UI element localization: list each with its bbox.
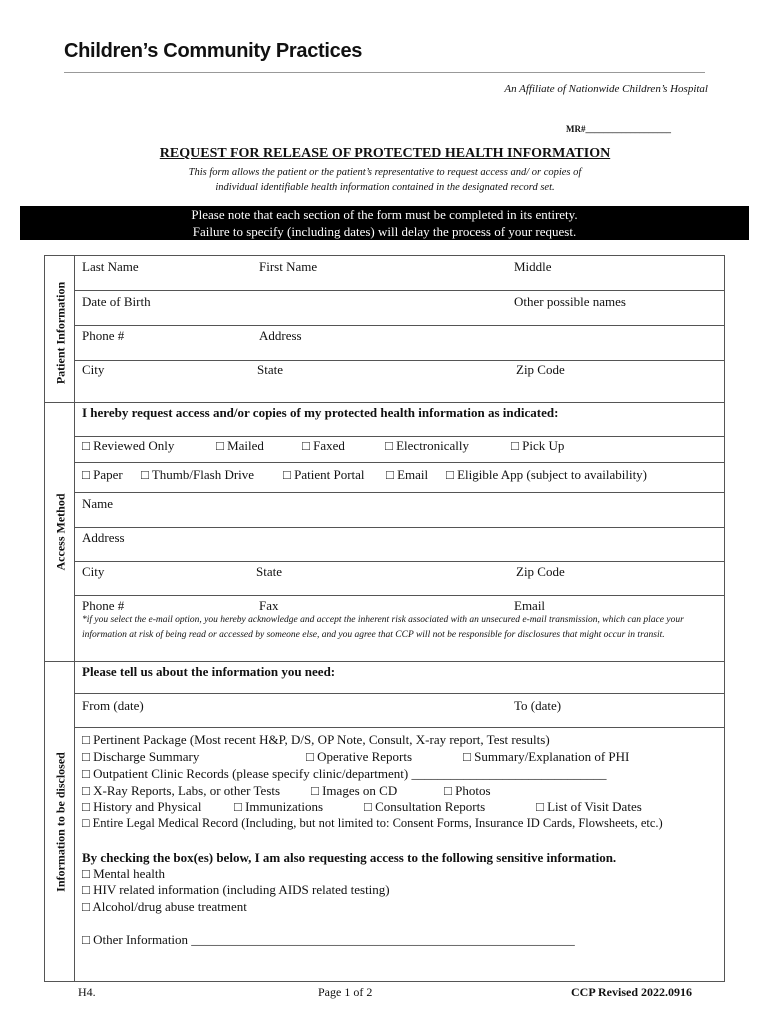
page-number: Page 1 of 2	[318, 985, 373, 999]
last-name-field[interactable]: Last Name	[82, 259, 139, 274]
checkbox-mental-health[interactable]: □ Mental health	[82, 866, 165, 881]
to-date-field[interactable]: To (date)	[514, 698, 562, 713]
access-heading: I hereby request access and/or copies of my protected health information as indicated:	[82, 405, 559, 420]
section-label-patient: Patient Information	[53, 281, 68, 385]
row-divider	[74, 693, 725, 694]
checkbox-outpatient-records[interactable]: □ Outpatient Clinic Records (please specify clinic/department) ______________________________	[82, 766, 607, 781]
recipient-address-field[interactable]: Address	[82, 530, 125, 545]
dob-field[interactable]: Date of Birth	[82, 294, 151, 309]
checkbox-summary-phi[interactable]: □ Summary/Explanation of PHI	[463, 749, 630, 764]
checkbox-legal-record[interactable]: □ Entire Legal Medical Record (Including, but not limited to: Consent Forms, Insurance ID Cards, Flowsheets, etc.)	[82, 816, 663, 830]
revision-label: CCP Revised 2022.0916	[571, 985, 692, 999]
checkbox-patient-portal[interactable]: □ Patient Portal	[283, 467, 365, 482]
checkbox-hiv[interactable]: □ HIV related information (including AIDS related testing)	[82, 882, 390, 897]
checkbox-photos[interactable]: □ Photos	[444, 783, 491, 798]
row-divider	[74, 595, 725, 596]
checkbox-xray-labs[interactable]: □ X-Ray Reports, Labs, or other Tests	[82, 783, 281, 798]
section-column-divider	[74, 255, 75, 982]
middle-name-field[interactable]: Middle	[514, 259, 552, 274]
notice-banner	[20, 206, 749, 240]
checkbox-discharge-summary[interactable]: □ Discharge Summary	[82, 749, 200, 764]
checkbox-mailed[interactable]: □ Mailed	[216, 438, 264, 453]
affiliate-text: An Affiliate of Nationwide Children’s Hospital	[504, 83, 708, 95]
section-label-info: Information to be disclosed	[53, 752, 68, 892]
mr-number-field[interactable]: MR#___________________	[566, 124, 671, 134]
other-names-field[interactable]: Other possible names	[514, 294, 626, 309]
checkbox-eligible-app[interactable]: □ Eligible App (subject to availability)	[446, 467, 648, 482]
form-subtitle	[0, 165, 770, 195]
banner-line: Please note that each section of the form must be completed in its entirety.	[191, 207, 578, 222]
form-title: REQUEST FOR RELEASE OF PROTECTED HEALTH INFORMATION	[159, 146, 611, 161]
checkbox-faxed[interactable]: □ Faxed	[302, 438, 345, 453]
section-divider	[44, 661, 725, 662]
form-code: H4.	[78, 985, 96, 999]
email-disclaimer: *if you select the e-mail option, you hereby acknowledge and accept the inherent risk associated with an unsecured e-mail transmission, which can place your information at risk of being read or accessed by someone else, and you agree that CCP will not be responsible for disclosures that might occur in transit.	[82, 615, 684, 640]
checkbox-visit-dates[interactable]: □ List of Visit Dates	[536, 799, 642, 814]
recipient-zip-field[interactable]: Zip Code	[516, 564, 565, 579]
patient-city-field[interactable]: City	[82, 362, 105, 377]
row-divider	[74, 360, 725, 361]
checkbox-immunizations[interactable]: □ Immunizations	[234, 799, 324, 814]
checkbox-electronically[interactable]: □ Electronically	[385, 438, 470, 453]
checkbox-pertinent-package[interactable]: □ Pertinent Package (Most recent H&P, D/S, OP Note, Consult, X-ray report, Test results)	[82, 732, 550, 747]
banner-line: Failure to specify (including dates) will delay the process of your request.	[192, 224, 577, 239]
row-divider	[74, 527, 725, 528]
checkbox-thumb-drive[interactable]: □ Thumb/Flash Drive	[141, 467, 255, 482]
checkbox-images-cd[interactable]: □ Images on CD	[311, 783, 398, 798]
checkbox-other-information[interactable]: □ Other Information ___________________________________________________________	[82, 932, 575, 947]
checkbox-consultation-reports[interactable]: □ Consultation Reports	[364, 799, 486, 814]
section-divider	[44, 402, 725, 403]
recipient-city-field[interactable]: City	[82, 564, 105, 579]
patient-zip-field[interactable]: Zip Code	[516, 362, 565, 377]
patient-address-field[interactable]: Address	[259, 328, 302, 343]
recipient-name-field[interactable]: Name	[82, 496, 114, 511]
recipient-fax-field[interactable]: Fax	[259, 598, 279, 613]
checkbox-pick-up[interactable]: □ Pick Up	[511, 438, 565, 453]
patient-state-field[interactable]: State	[257, 362, 283, 377]
checkbox-history-physical[interactable]: □ History and Physical	[82, 799, 202, 814]
section-label-access: Access Method	[53, 493, 68, 571]
row-divider	[74, 290, 725, 291]
recipient-email-field[interactable]: Email	[514, 598, 546, 613]
row-divider	[74, 492, 725, 493]
row-divider	[74, 436, 725, 437]
header-rule	[64, 72, 705, 73]
organization-name: Children’s Community Practices	[64, 40, 363, 62]
subtitle-line: individual identifiable health information contained in the designated record set.	[215, 182, 555, 193]
checkbox-alcohol-drug[interactable]: □ Alcohol/drug abuse treatment	[82, 899, 247, 914]
subtitle-line: This form allows the patient or the patient’s representative to request access and/ or copies of	[188, 167, 582, 178]
first-name-field[interactable]: First Name	[259, 259, 318, 274]
checkbox-paper[interactable]: □ Paper	[82, 467, 123, 482]
info-heading: Please tell us about the information you need:	[82, 664, 336, 679]
sensitive-heading: By checking the box(es) below, I am also requesting access to the following sensitive information.	[82, 850, 617, 865]
row-divider	[74, 561, 725, 562]
checkbox-email[interactable]: □ Email	[386, 467, 429, 482]
from-date-field[interactable]: From (date)	[82, 698, 144, 713]
checkbox-operative-reports[interactable]: □ Operative Reports	[306, 749, 413, 764]
recipient-phone-field[interactable]: Phone #	[82, 598, 125, 613]
row-divider	[74, 462, 725, 463]
checkbox-reviewed-only[interactable]: □ Reviewed Only	[82, 438, 175, 453]
recipient-state-field[interactable]: State	[256, 564, 282, 579]
row-divider	[74, 325, 725, 326]
patient-phone-field[interactable]: Phone #	[82, 328, 125, 343]
row-divider	[74, 727, 725, 728]
